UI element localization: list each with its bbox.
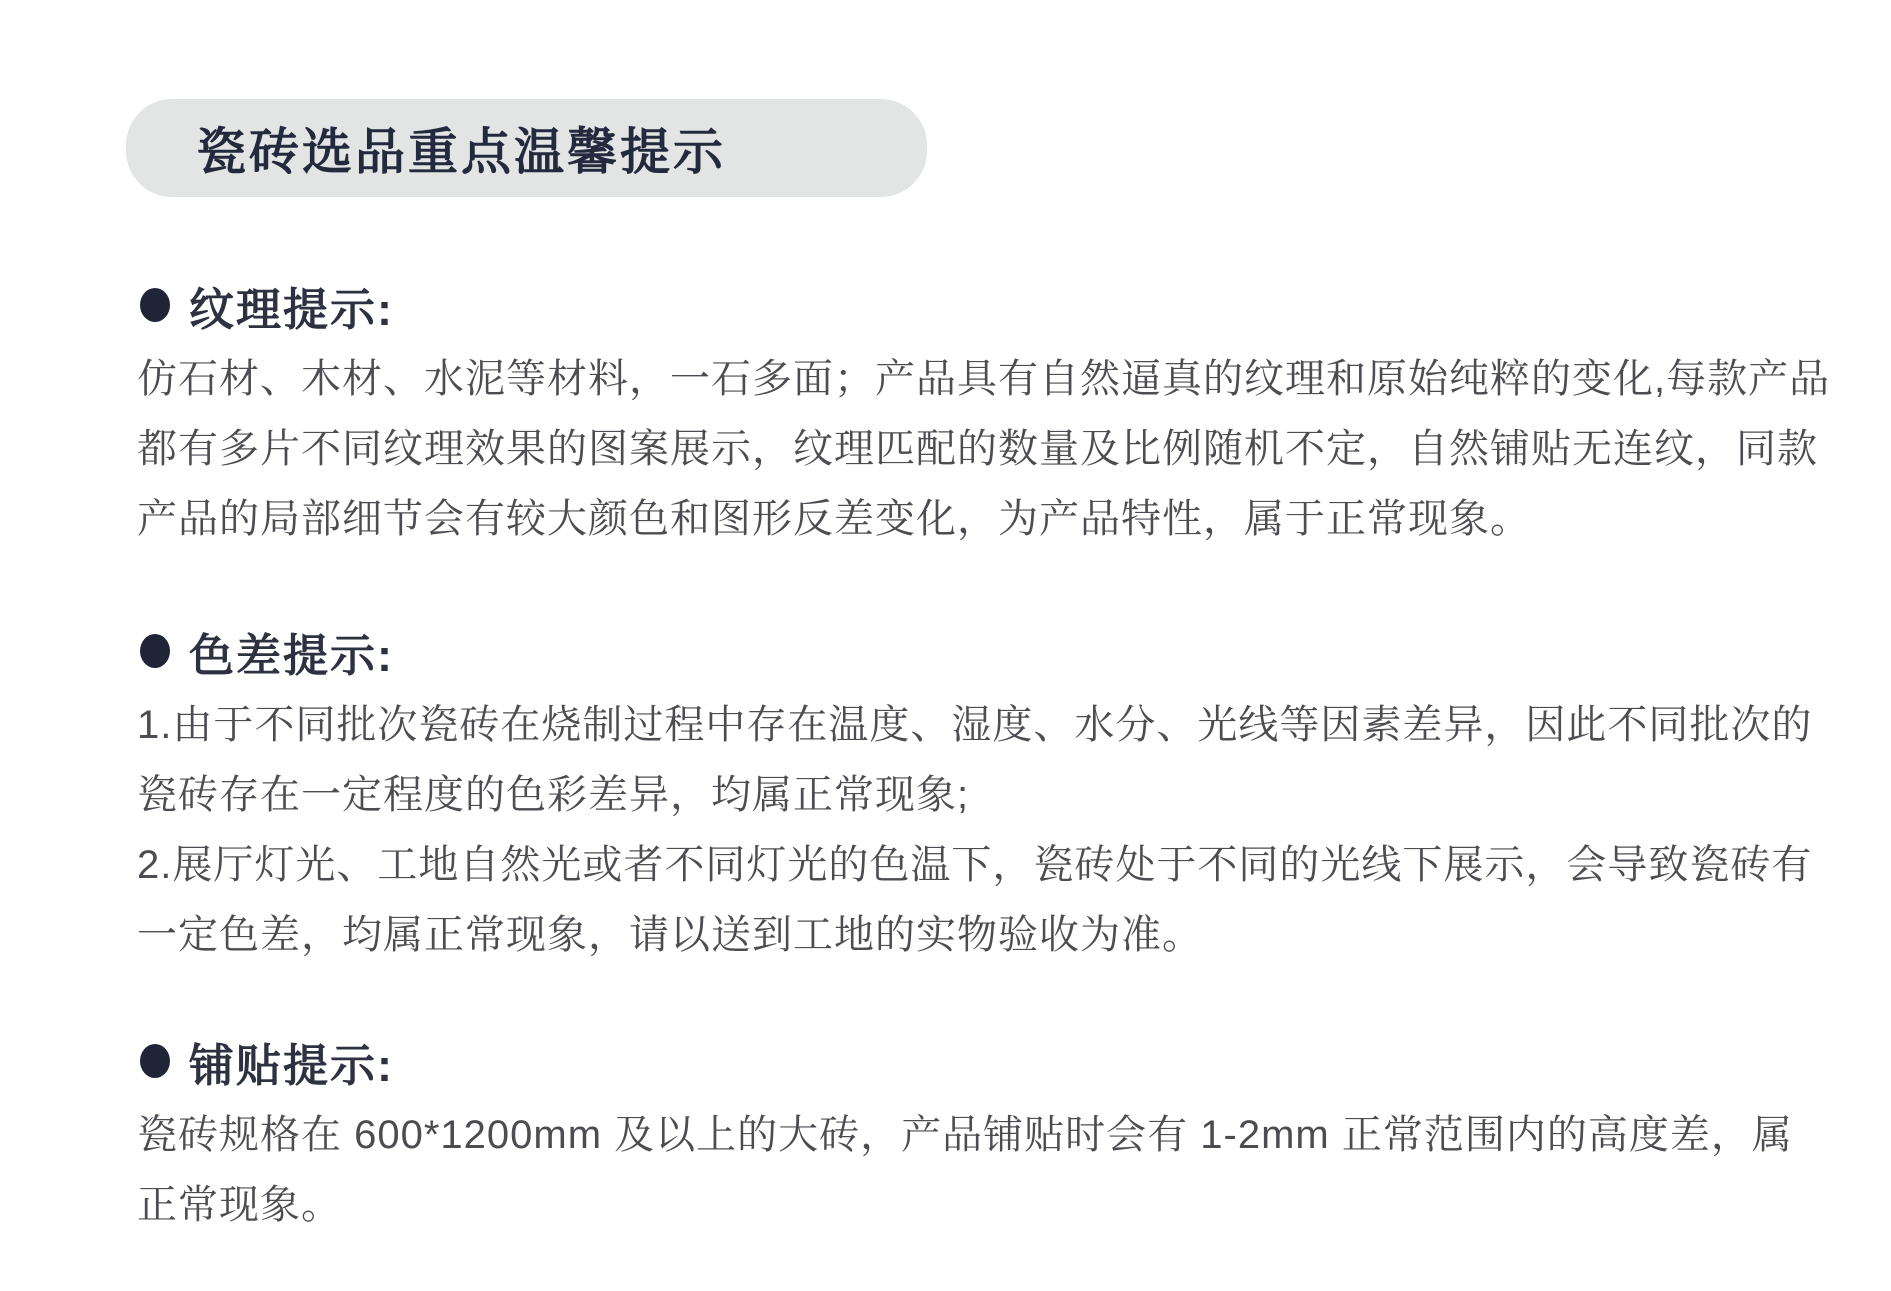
section-heading-label: 铺贴提示: <box>189 1039 394 1091</box>
bullet-icon <box>140 288 170 322</box>
body-line: 1.由于不同批次瓷砖在烧制过程中存在温度、湿度、水分、光线等因素差异，因此不同批次的 <box>137 703 1813 747</box>
section-paving-heading <box>137 1032 1817 1090</box>
section-heading-label: 纹理提示: <box>189 283 394 335</box>
body-line: 2.展厅灯光、工地自然光或者不同灯光的色温下，瓷砖处于不同的光线下展示，会导致瓷砖有 <box>137 843 1813 887</box>
bullet-icon <box>140 1044 170 1078</box>
body-line: 仿石材、木材、水泥等材料，一石多面；产品具有自然逼真的纹理和原始纯粹的变化,每款产品 <box>137 357 1831 401</box>
body-line: 一定色差，均属正常现象，请以送到工地的实物验收为准。 <box>137 913 1203 957</box>
section-texture-body <box>137 344 1831 554</box>
body-line: 产品的局部细节会有较大颜色和图形反差变化，为产品特性，属于正常现象。 <box>137 497 1531 541</box>
section-paving-tips <box>137 1032 1817 1240</box>
body-line: 瓷砖规格在 600*1200mm 及以上的大砖，产品铺贴时会有 1-2mm 正常范围内的高度差，属 <box>137 1113 1793 1157</box>
section-heading-label: 色差提示: <box>189 629 394 681</box>
page-title: 瓷砖选品重点温馨提示 <box>196 124 726 180</box>
body-line: 瓷砖存在一定程度的色彩差异，均属正常现象; <box>137 773 970 817</box>
section-color-heading <box>137 622 1817 680</box>
section-color-body <box>137 690 1817 970</box>
section-paving-body <box>137 1100 1817 1240</box>
section-texture-heading <box>137 276 1817 334</box>
header-pill <box>126 99 927 197</box>
bullet-icon <box>140 634 170 668</box>
section-texture-tips <box>137 276 1831 554</box>
body-line: 都有多片不同纹理效果的图案展示，纹理匹配的数量及比例随机不定，自然铺贴无连纹，同款 <box>137 427 1818 471</box>
body-line: 正常现象。 <box>137 1183 342 1227</box>
section-color-difference-tips <box>137 622 1817 970</box>
